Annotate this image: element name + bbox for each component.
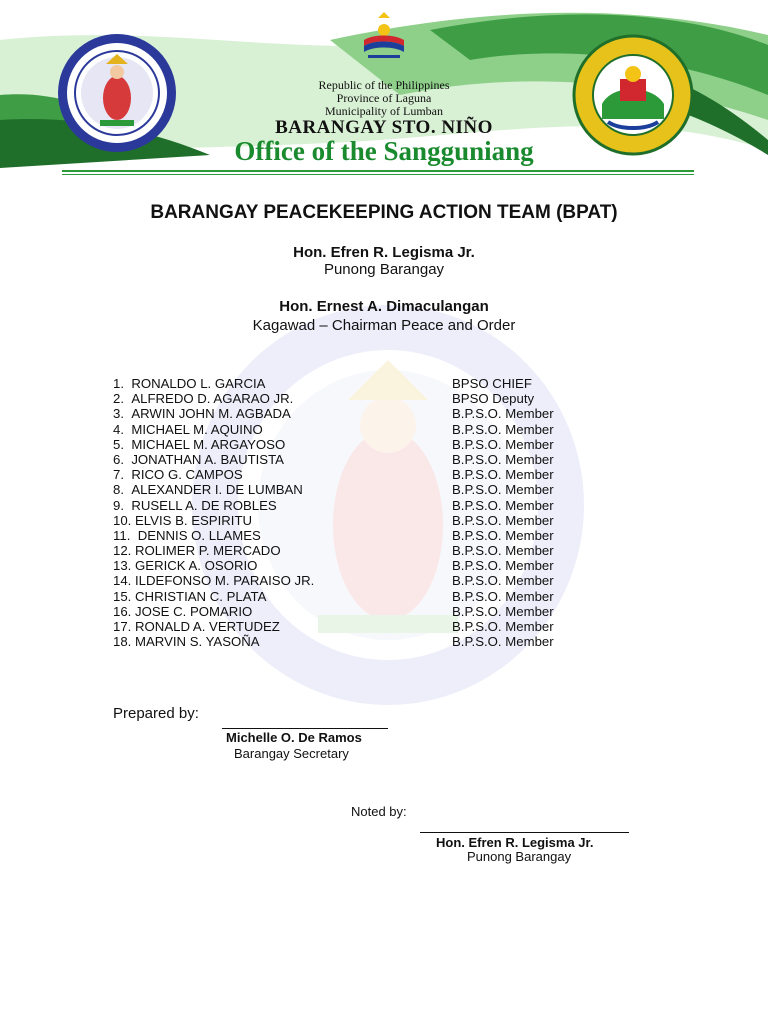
- noted-signature-line: [420, 832, 629, 833]
- roster-number: 9.: [113, 497, 124, 513]
- roster-name: RICO G. CAMPOS: [131, 467, 243, 483]
- roster-row: [113, 498, 673, 513]
- document-title: BARANGAY PEACEKEEPING ACTION TEAM (BPAT): [150, 202, 618, 223]
- official-name: Hon. Ernest A. Dimaculangan: [279, 298, 489, 315]
- roster-number: 18.: [113, 634, 132, 650]
- official-position: Punong Barangay: [323, 261, 445, 278]
- roster-number: 11.: [113, 527, 131, 543]
- roster-row: [113, 376, 673, 391]
- roster-row: [113, 589, 673, 604]
- roster-name: ELVIS B. ESPIRITU: [135, 512, 253, 528]
- roster-row: [113, 437, 673, 452]
- roster-name: ARWIN JOHN M. AGBADA: [131, 406, 291, 422]
- roster-row: [113, 482, 673, 497]
- roster-name: DENNIS O. LLAMES: [137, 527, 261, 543]
- roster-name: MARVIN S. YASOÑA: [135, 634, 260, 650]
- roster-number: 17.: [113, 619, 132, 634]
- roster-number: 3.: [113, 406, 124, 422]
- roster-role: B.P.S.O. Member: [452, 451, 554, 467]
- roster-row: [113, 558, 673, 573]
- noted-name: Hon. Efren R. Legisma Jr.: [436, 835, 594, 850]
- roster-number: 13.: [113, 558, 132, 574]
- noted-position: Punong Barangay: [467, 849, 572, 864]
- roster-row: [113, 406, 673, 421]
- roster-name: GERICK A. OSORIO: [135, 558, 258, 574]
- roster-number: 10.: [113, 512, 132, 528]
- header-barangay: BARANGAY STO. NIÑO: [275, 117, 493, 138]
- header-province: Province of Laguna: [336, 91, 432, 105]
- roster-role: B.P.S.O. Member: [452, 603, 554, 619]
- prepared-name: Michelle O. De Ramos: [226, 730, 362, 745]
- noted-by-label: Noted by:: [351, 804, 407, 819]
- roster-name: ILDEFONSO M. PARAISO JR.: [135, 573, 315, 589]
- roster-name: MICHAEL M. AQUINO: [131, 421, 263, 437]
- prepared-by-label: Prepared by:: [113, 705, 199, 722]
- header-municipality: Municipality of Lumban: [325, 104, 443, 118]
- official-name: Hon. Efren R. Legisma Jr.: [293, 244, 475, 261]
- roster-number: 16.: [113, 603, 132, 619]
- roster-role: BPSO Deputy: [452, 391, 535, 407]
- roster-row: [113, 573, 673, 588]
- roster-name: ALEXANDER I. DE LUMBAN: [131, 482, 303, 498]
- roster-list: [113, 376, 673, 649]
- roster-name: MICHAEL M. ARGAYOSO: [131, 436, 286, 452]
- prepared-position: Barangay Secretary: [234, 746, 349, 761]
- roster-row: [113, 543, 673, 558]
- roster-role: B.P.S.O. Member: [452, 543, 554, 559]
- roster-role: B.P.S.O. Member: [452, 634, 554, 650]
- roster-row: [113, 634, 673, 649]
- roster-name: JONATHAN A. BAUTISTA: [131, 451, 284, 467]
- roster-name: RONALD A. VERTUDEZ: [135, 619, 280, 634]
- roster-name: CHRISTIAN C. PLATA: [135, 588, 267, 604]
- roster-number: 12.: [113, 543, 132, 559]
- roster-role: B.P.S.O. Member: [452, 588, 554, 604]
- roster-number: 14.: [113, 573, 132, 589]
- header-divider: [62, 170, 694, 172]
- roster-name: RUSELL A. DE ROBLES: [131, 497, 277, 513]
- roster-number: 4.: [113, 421, 124, 437]
- prepared-signature-line: [222, 728, 388, 729]
- roster-row: [113, 513, 673, 528]
- official-position: Kagawad – Chairman Peace and Order: [252, 317, 516, 334]
- roster-row: [113, 452, 673, 467]
- roster-number: 7.: [113, 467, 124, 483]
- roster-number: 6.: [113, 451, 124, 467]
- roster-number: 5.: [113, 436, 124, 452]
- roster-role: B.P.S.O. Member: [452, 512, 554, 528]
- bagong-pilipinas-logo: [354, 10, 414, 62]
- roster-name: ROLIMER P. MERCADO: [135, 543, 281, 559]
- roster-role: B.P.S.O. Member: [452, 406, 554, 422]
- header-divider-thin: [62, 174, 694, 175]
- roster-row: [113, 619, 673, 634]
- roster-role: B.P.S.O. Member: [452, 467, 554, 483]
- header-office: Office of the Sangguniang: [234, 136, 534, 166]
- roster-role: B.P.S.O. Member: [452, 619, 554, 634]
- roster-role: B.P.S.O. Member: [452, 558, 554, 574]
- roster-role: B.P.S.O. Member: [452, 497, 554, 513]
- roster-role: B.P.S.O. Member: [452, 421, 554, 437]
- roster-row: [113, 467, 673, 482]
- roster-row: [113, 528, 673, 543]
- roster-row: [113, 422, 673, 437]
- roster-role: BPSO CHIEF: [452, 376, 532, 391]
- roster-number: 2.: [113, 391, 124, 407]
- roster-number: 8.: [113, 482, 124, 498]
- roster-name: JOSE C. POMARIO: [135, 603, 253, 619]
- roster-role: B.P.S.O. Member: [452, 527, 554, 543]
- roster-row: [113, 604, 673, 619]
- roster-row: [113, 391, 673, 406]
- roster-number: 1.: [113, 376, 124, 391]
- roster-name: RONALDO L. GARCIA: [131, 376, 266, 391]
- roster-role: B.P.S.O. Member: [452, 436, 554, 452]
- header-republic: Republic of the Philippines: [318, 78, 450, 92]
- roster-role: B.P.S.O. Member: [452, 573, 554, 589]
- roster-name: ALFREDO D. AGARAO JR.: [131, 391, 294, 407]
- roster-number: 15.: [113, 588, 132, 604]
- roster-role: B.P.S.O. Member: [452, 482, 554, 498]
